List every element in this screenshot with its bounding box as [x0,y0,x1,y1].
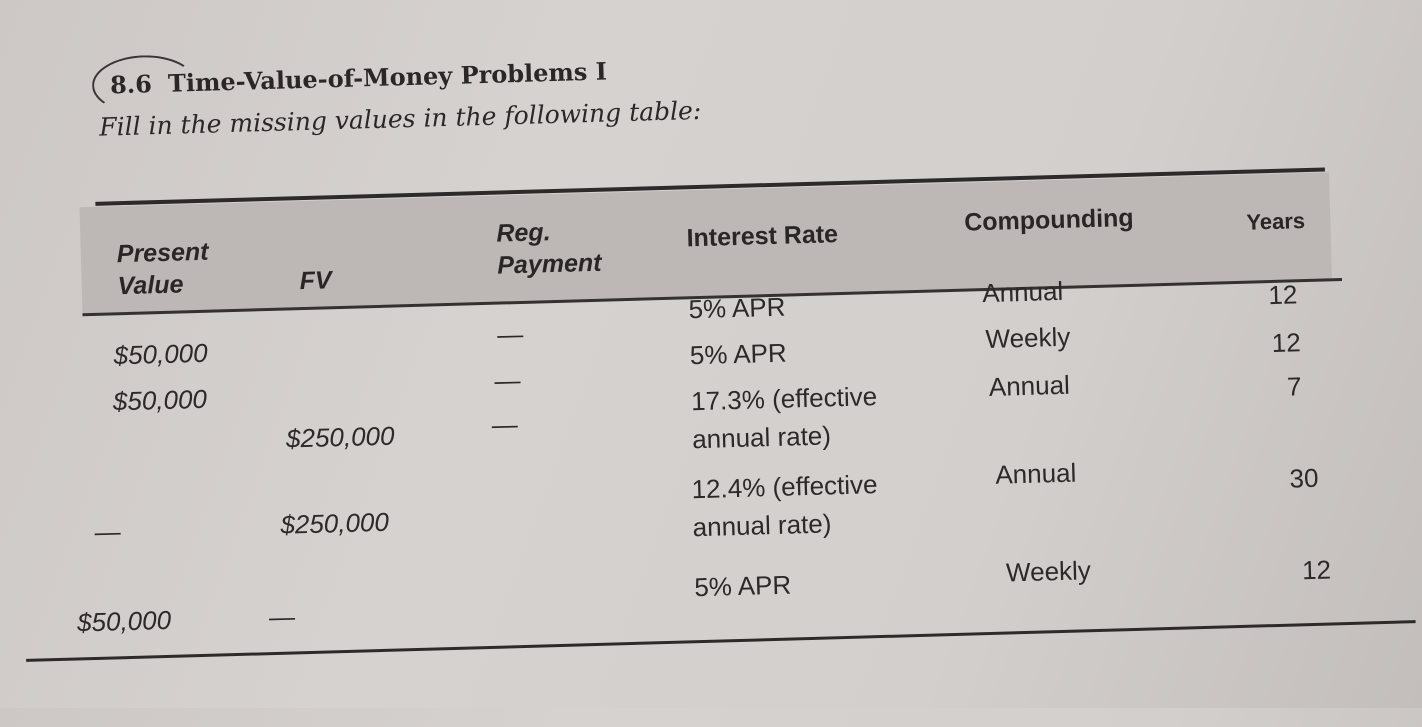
row1-present-value: $50,000 [113,337,209,371]
row3-fv: $250,000 [285,420,395,454]
problem-number: 8.6 [109,69,153,100]
instructions: Fill in the missing values in the following table: [98,95,702,142]
header-fv: FV [299,266,332,296]
header-interest-rate: Interest Rate [686,220,839,253]
row3-compounding: Annual [988,369,1071,402]
row3-reg-payment: — [491,409,519,440]
row5-years: 12 [1301,554,1332,586]
row2-compounding: Weekly [985,321,1071,355]
row4-interest-rate: 12.4% (effective annual rate) [691,469,878,543]
header-compounding: Compounding [963,203,1134,237]
row4-present-value: — [94,516,121,547]
row5-fv: — [268,601,296,633]
row3-interest-rate: 17.3% (effective annual rate) [690,381,878,455]
row1-years: 12 [1267,279,1298,311]
row1-reg-payment: — [496,318,524,350]
header-years: Years [1246,208,1306,235]
row4-years: 30 [1289,462,1319,494]
table-bottom-rule [26,620,1416,662]
row5-compounding: Weekly [1005,555,1092,588]
row1-compounding: Annual [981,275,1064,309]
row2-present-value: $50,000 [112,383,208,417]
header-present-value: Present Value [116,237,209,301]
header-reg-payment: Reg. Payment [496,218,602,280]
row1-interest-rate: 5% APR [688,291,786,325]
row2-reg-payment: — [494,365,521,396]
row5-present-value: $50,000 [76,604,172,638]
row4-compounding: Annual [994,457,1077,490]
problem-title: Time-Value-of-Money Problems I [167,56,608,98]
row4-fv: $250,000 [280,506,390,540]
row5-interest-rate: 5% APR [693,569,792,603]
row2-interest-rate: 5% APR [689,337,788,371]
row2-years: 12 [1271,327,1302,359]
row3-years: 7 [1286,371,1302,402]
